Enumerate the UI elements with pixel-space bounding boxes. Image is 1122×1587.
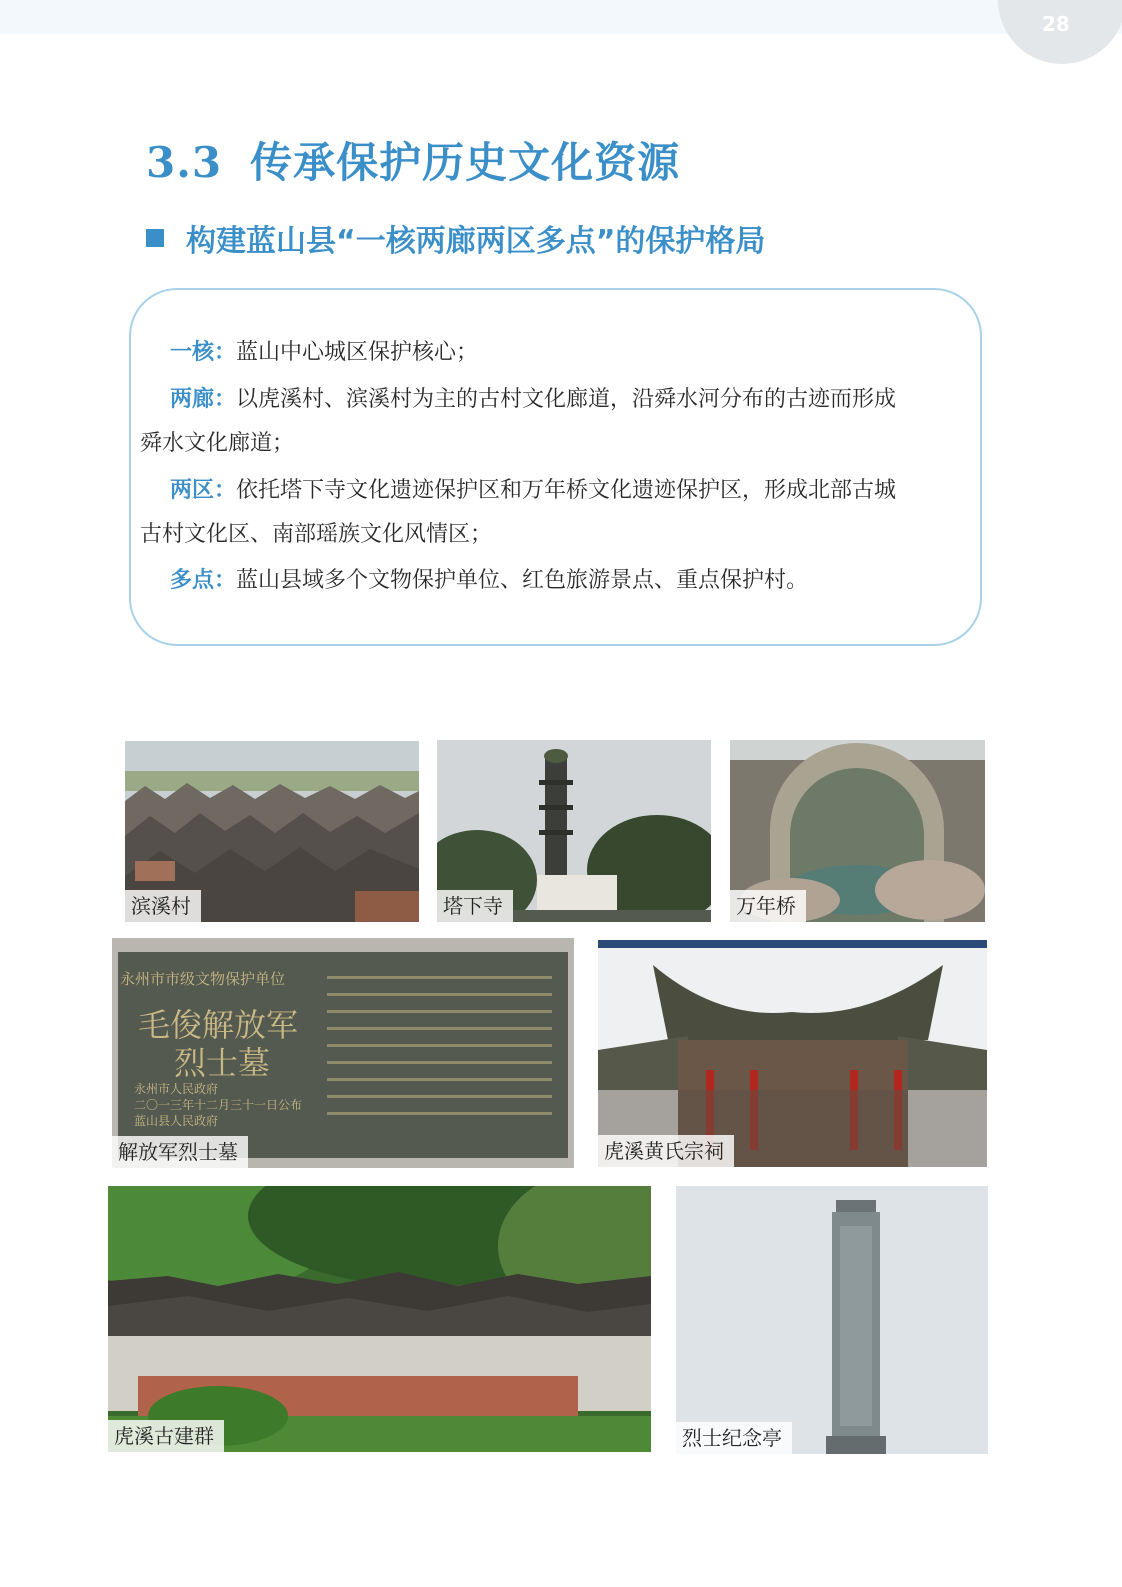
photo-caption: 塔下寺 — [437, 890, 513, 922]
photo-martyr-memorial — [676, 1186, 988, 1454]
square-bullet-icon — [146, 229, 164, 247]
item-key: 多点： — [170, 568, 237, 593]
page-number: 28 — [1042, 12, 1070, 36]
section-number: 3.3 — [146, 138, 223, 187]
ancient-buildings-image — [108, 1186, 651, 1452]
item-text: 蓝山县域多个文物保护单位、红色旅游景点、重点保护村。 — [236, 568, 809, 593]
item-key: 一核： — [170, 340, 237, 365]
photo-caption: 解放军烈士墓 — [112, 1136, 248, 1168]
photo-taxia-temple — [437, 740, 711, 922]
ancestral-hall-image — [598, 940, 987, 1167]
item-yihe — [170, 338, 478, 368]
photo-caption: 虎溪黄氏宗祠 — [598, 1135, 734, 1167]
tablet-line2: 烈士墓 — [174, 1044, 271, 1082]
tablet-line1: 毛俊解放军 — [138, 1006, 299, 1044]
tablet-line5: 蓝山县人民政府 — [134, 1114, 219, 1128]
photo-huang-ancestral-hall — [598, 940, 987, 1167]
photo-binxi-village — [125, 741, 419, 922]
photo-caption: 滨溪村 — [125, 890, 201, 922]
item-duodian — [170, 566, 808, 596]
photo-caption: 虎溪古建群 — [108, 1420, 224, 1452]
item-liangqu-cont: 古村文化区、南部瑶族文化风情区； — [140, 522, 493, 547]
item-lianglang — [170, 385, 896, 415]
item-lianglang-cont: 舜水文化廊道； — [140, 431, 295, 456]
photo-huxi-ancient-buildings — [108, 1186, 651, 1452]
item-text: 蓝山中心城区保护核心； — [236, 340, 479, 365]
photo-caption: 烈士纪念亭 — [676, 1422, 792, 1454]
tablet-line3: 永州市人民政府 — [134, 1082, 219, 1096]
photo-caption: 万年桥 — [730, 890, 806, 922]
photo-martyr-tomb — [112, 938, 574, 1168]
top-band — [0, 0, 1122, 34]
tablet-header: 永州市市级文物保护单位 — [120, 970, 286, 988]
tablet-line4: 二〇一三年十二月三十一日公布 — [134, 1098, 303, 1112]
item-text: 依托塔下寺文化遗迹保护区和万年桥文化遗迹保护区，形成北部古城 — [236, 478, 897, 503]
subheading: 构建蓝山县“一核两廊两区多点”的保护格局 — [186, 224, 766, 259]
memorial-obelisk-image — [676, 1186, 988, 1454]
item-liangqu — [170, 476, 896, 506]
item-key: 两区： — [170, 478, 237, 503]
subheading-row — [146, 216, 765, 260]
section-title-text: 传承保护历史文化资源 — [250, 138, 681, 187]
photo-wannian-bridge — [730, 740, 985, 922]
section-title — [146, 130, 680, 190]
item-text: 以虎溪村、滨溪村为主的古村文化廊道，沿舜水河分布的古迹而形成 — [236, 387, 897, 412]
item-key: 两廊： — [170, 387, 237, 412]
